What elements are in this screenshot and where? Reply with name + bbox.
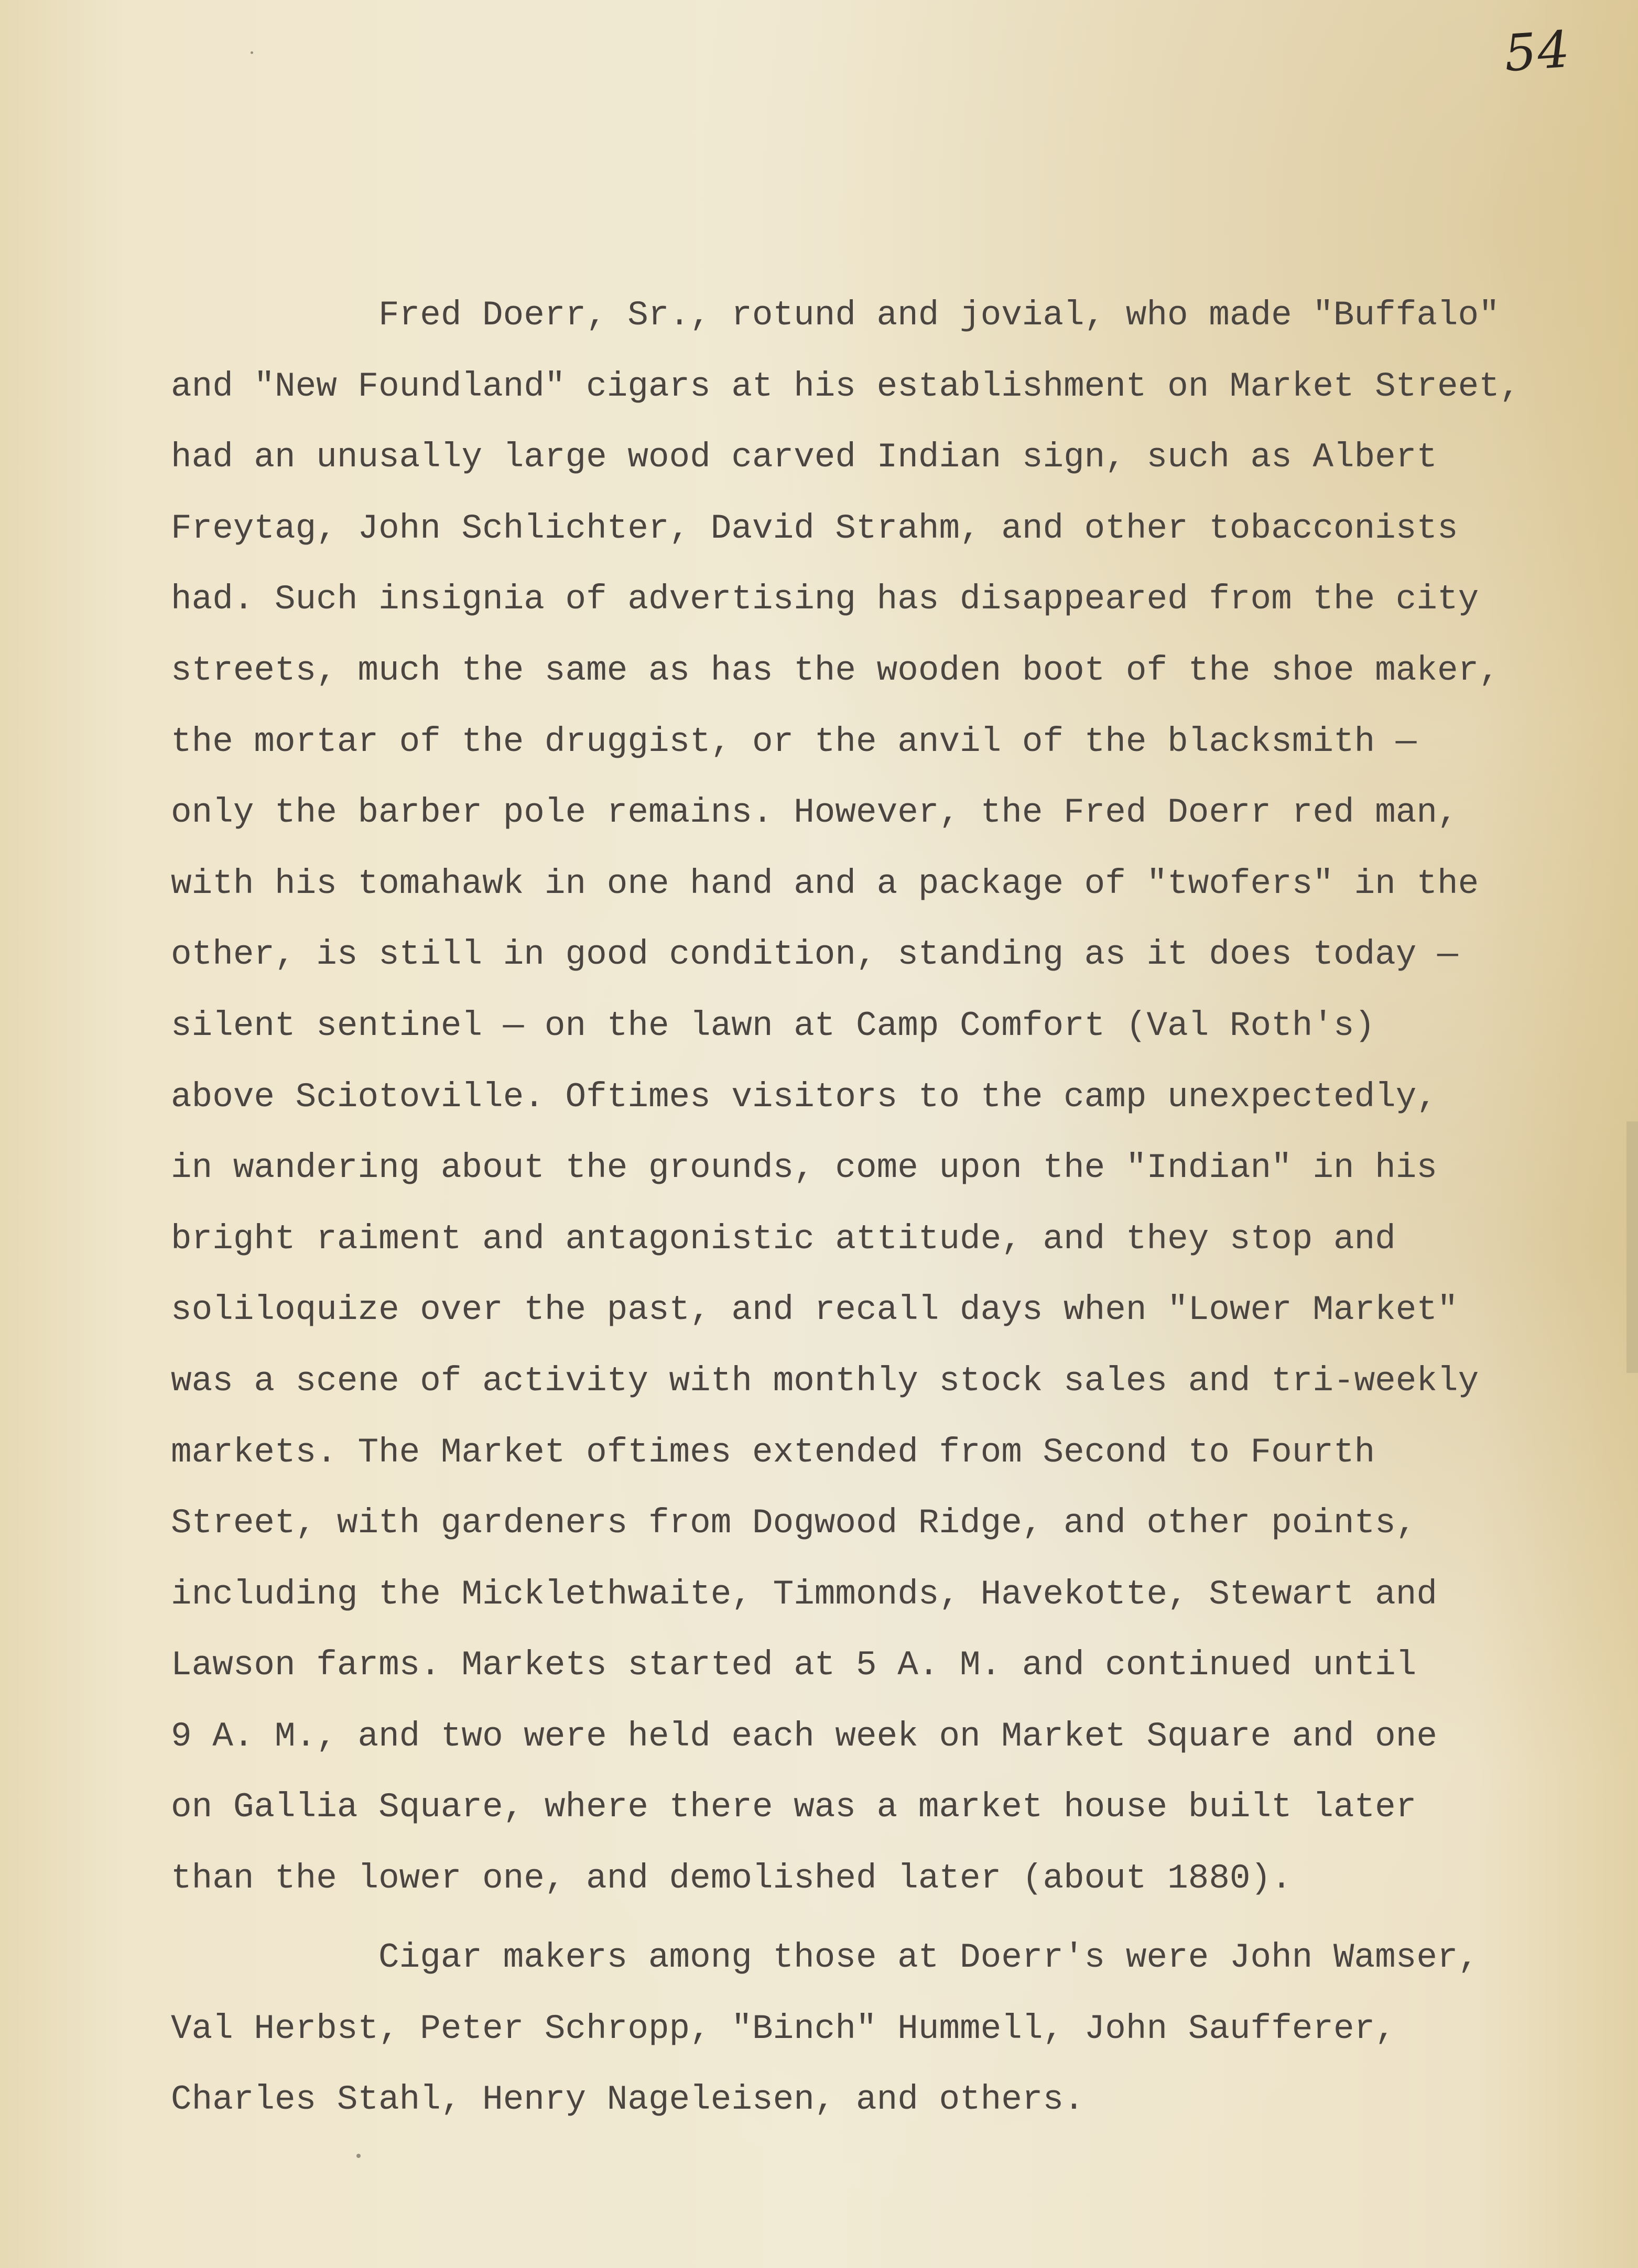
text-line: Freytag, John Schlichter, David Strahm, and other tobacconists <box>171 508 1458 548</box>
text-line: than the lower one, and demolished later (about 1880). <box>171 1859 1292 1899</box>
text-line: and "New Foundland" cigars at his establishment on Market Street, <box>171 366 1521 406</box>
text-line: was a scene of activity with monthly stock sales and tri-weekly <box>171 1361 1479 1401</box>
text-line: Charles Stahl, Henry Nageleisen, and others. <box>171 2080 1084 2120</box>
text-line: streets, much the same as has the wooden boot of the shoe maker, <box>171 650 1500 690</box>
text-line: bright raiment and antagonistic attitude, and they stop and <box>171 1219 1396 1259</box>
page-number: 54 <box>1502 19 1572 83</box>
text-line: other, is still in good condition, standing as it does today — <box>171 935 1458 975</box>
ink-speck <box>251 51 253 54</box>
text-line: including the Micklethwaite, Timmonds, Havekotte, Stewart and <box>171 1574 1437 1614</box>
text-line: on Gallia Square, where there was a market house built later <box>171 1787 1417 1827</box>
text-line: Street, with gardeners from Dogwood Ridge, and other points, <box>171 1503 1417 1543</box>
paragraph-1 <box>171 280 1520 1914</box>
text-line: Val Herbst, Peter Schropp, "Binch" Hummell, John Saufferer, <box>171 2009 1396 2048</box>
text-line: Cigar makers among those at Doerr's were John Wamser, <box>378 1938 1479 1977</box>
text-line: soliloquize over the past, and recall days when "Lower Market" <box>171 1290 1458 1330</box>
text-line: the mortar of the druggist, or the anvil of the blacksmith — <box>171 722 1417 761</box>
text-line: markets. The Market oftimes extended from Second to Fourth <box>171 1432 1375 1472</box>
text-line: Fred Doerr, Sr., rotund and jovial, who made "Buffalo" <box>378 296 1500 335</box>
text-line: with his tomahawk in one hand and a package of "twofers" in the <box>171 864 1479 903</box>
ink-speck <box>356 2154 361 2158</box>
text-line: had an unusally large wood carved Indian sign, such as Albert <box>171 438 1437 477</box>
text-line: had. Such insignia of advertising has disappeared from the city <box>171 580 1479 619</box>
text-line: Lawson farms. Markets started at 5 A. M. and continued until <box>171 1645 1417 1685</box>
paper-edge-tear <box>1626 1121 1638 1373</box>
text-line: only the barber pole remains. However, the Fred Doerr red man, <box>171 793 1458 833</box>
text-line: 9 A. M., and two were held each week on Market Square and one <box>171 1716 1437 1756</box>
text-line: above Sciotoville. Oftimes visitors to the camp unexpectedly, <box>171 1077 1437 1117</box>
paragraph-2 <box>171 1922 1479 2135</box>
text-line: in wandering about the grounds, come upon the "Indian" in his <box>171 1148 1437 1188</box>
text-line: silent sentinel — on the lawn at Camp Comfort (Val Roth's) <box>171 1006 1375 1045</box>
